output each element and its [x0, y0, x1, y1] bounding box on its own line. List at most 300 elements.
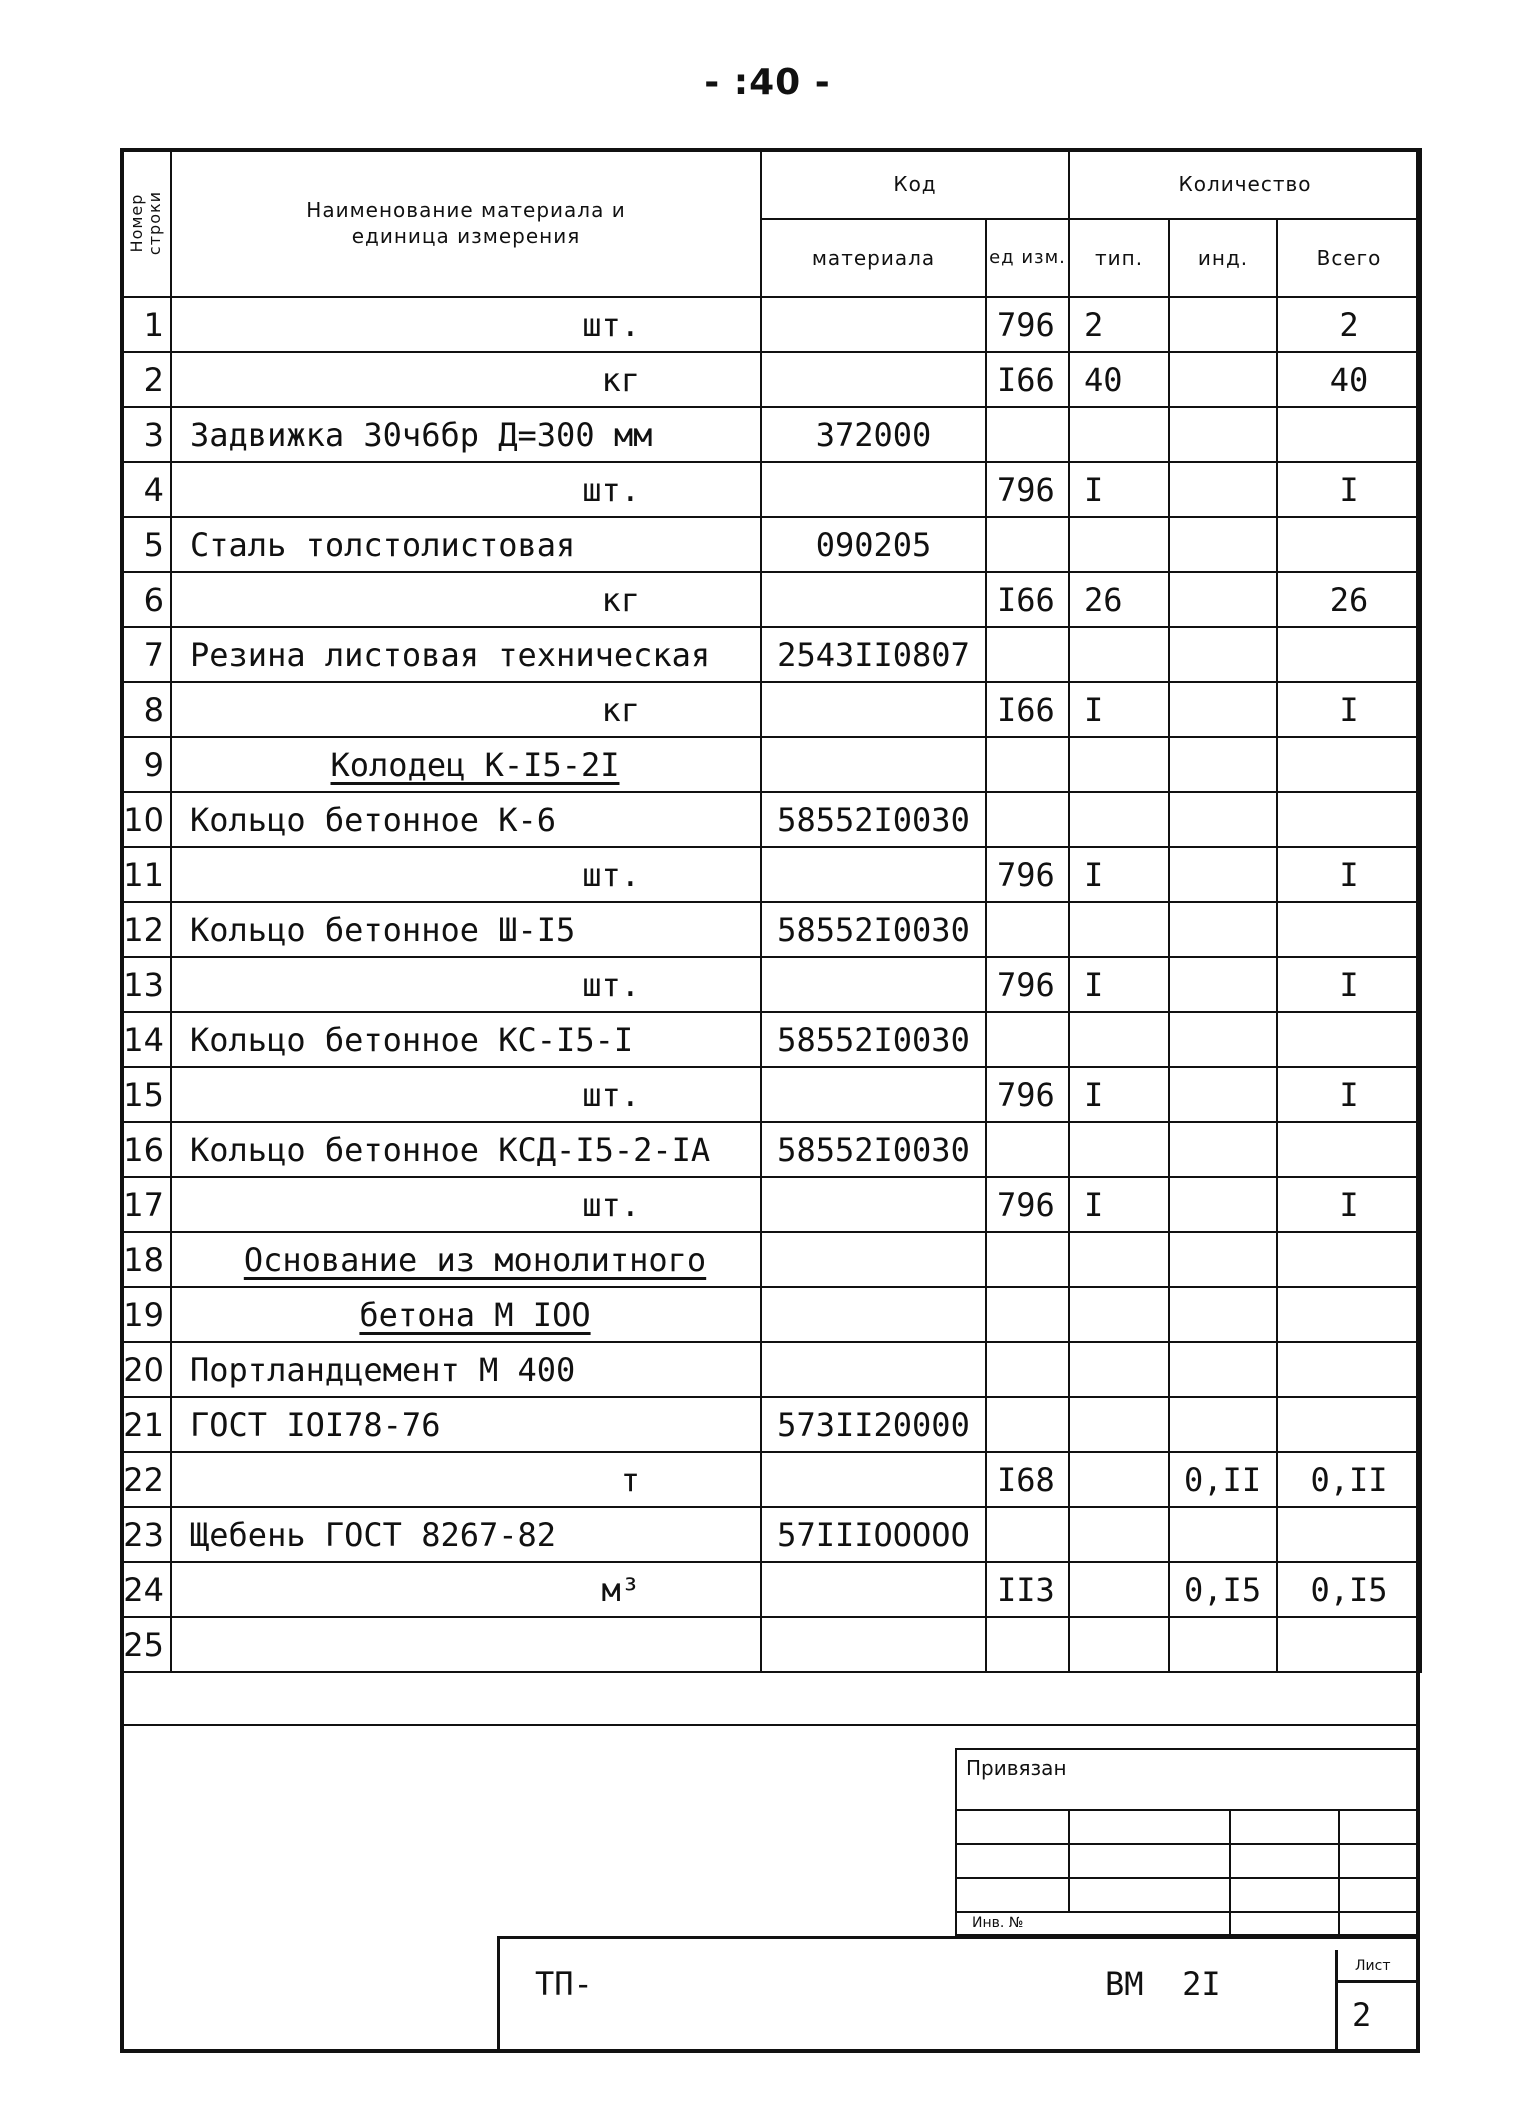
quantity-header: Количество	[1069, 149, 1421, 219]
material-code-cell	[761, 627, 986, 682]
unit-code: I66	[997, 360, 1055, 399]
qty-total: I	[1339, 1075, 1359, 1114]
material-name-cell	[171, 792, 761, 847]
material-code: 58552I0030	[777, 1020, 970, 1059]
material-code-cell	[761, 407, 986, 462]
material-name-cell	[171, 517, 761, 572]
qty-total-cell	[1277, 1067, 1421, 1122]
qty-total-cell	[1277, 792, 1421, 847]
material-code: 58552I0030	[777, 1130, 970, 1169]
qty-type-cell	[1069, 1507, 1169, 1562]
qty-total-cell	[1277, 407, 1421, 462]
row-number-cell	[121, 1507, 171, 1562]
stamp-grid-line-1	[955, 1809, 1420, 1811]
row-number-cell	[121, 572, 171, 627]
material-name-cell	[171, 902, 761, 957]
qty-type-cell	[1069, 1067, 1169, 1122]
material-code-cell	[761, 1617, 986, 1672]
qty-ind-cell	[1169, 1232, 1277, 1287]
table-row	[121, 957, 1421, 1012]
material-name: м³	[601, 1570, 640, 1609]
row-number-cell	[121, 1397, 171, 1452]
material-name-cell	[171, 297, 761, 352]
unit-code-cell	[986, 792, 1069, 847]
material-name: шт.	[582, 1075, 640, 1114]
row-number-cell	[121, 792, 171, 847]
material-code-cell	[761, 297, 986, 352]
row-number-cell	[121, 517, 171, 572]
name-header	[171, 149, 761, 297]
row-number-cell	[121, 1177, 171, 1232]
material-code-cell	[761, 957, 986, 1012]
qty-ind-cell	[1169, 1177, 1277, 1232]
material-name-cell	[171, 682, 761, 737]
row-number: 6	[143, 580, 164, 619]
material-name: кг	[601, 690, 640, 729]
qty-type-cell	[1069, 407, 1169, 462]
qty-type-cell	[1069, 957, 1169, 1012]
unit-code-cell	[986, 902, 1069, 957]
material-name: ГОСТ IOI78-76	[190, 1405, 441, 1444]
qty-type: 40	[1084, 360, 1123, 399]
row-number-header	[121, 149, 171, 297]
qty-type-cell	[1069, 847, 1169, 902]
row-number-cell	[121, 407, 171, 462]
qty-type-cell	[1069, 627, 1169, 682]
qty-total-cell	[1277, 1397, 1421, 1452]
qty-ind-cell	[1169, 517, 1277, 572]
qty-type-cell	[1069, 1012, 1169, 1067]
row-number: 13	[123, 965, 164, 1004]
unit-code-cell	[986, 407, 1069, 462]
unit-code: 796	[997, 855, 1055, 894]
row-number: 3	[143, 415, 164, 454]
qty-total-cell	[1277, 1122, 1421, 1177]
qty-ind-cell	[1169, 1617, 1277, 1672]
qty-ind-cell	[1169, 847, 1277, 902]
qty-ind-cell	[1169, 792, 1277, 847]
material-name: Резина листовая техническая	[190, 635, 711, 674]
table-row	[121, 517, 1421, 572]
table-row	[121, 1122, 1421, 1177]
qty-type-cell	[1069, 1342, 1169, 1397]
sheet-cell-divider	[1335, 1950, 1338, 2053]
qty-total: 2	[1339, 305, 1359, 344]
inventory-label: Инв. №	[972, 1915, 1024, 1931]
qty-total-cell	[1277, 627, 1421, 682]
row-number: 12	[123, 910, 164, 949]
table-row	[121, 737, 1421, 792]
qty-type-cell	[1069, 792, 1169, 847]
material-name: Кольцо бетонное КСД-I5-2-IА	[190, 1130, 711, 1169]
qty-total-cell	[1277, 1012, 1421, 1067]
sheet-number: 2	[1352, 1996, 1372, 2034]
row-number-header-label: Номер строки	[127, 190, 164, 256]
qty-total-cell	[1277, 462, 1421, 517]
qty-total-cell	[1277, 902, 1421, 957]
stamp-grid-line-4	[955, 1911, 1420, 1913]
material-code-cell	[761, 1177, 986, 1232]
material-name-cell	[171, 1177, 761, 1232]
material-code-cell	[761, 1507, 986, 1562]
unit-code: 796	[997, 305, 1055, 344]
table-body	[121, 297, 1421, 1672]
table-row	[121, 627, 1421, 682]
row-number: 7	[143, 635, 164, 674]
qty-total-cell	[1277, 847, 1421, 902]
row-number: 19	[123, 1295, 164, 1334]
row-number-cell	[121, 1617, 171, 1672]
qty-type-cell	[1069, 1232, 1169, 1287]
row-number: 11	[123, 855, 164, 894]
row-number-cell	[121, 682, 171, 737]
row-number: 21	[123, 1405, 164, 1444]
material-name: шт.	[582, 965, 640, 1004]
qty-total-header: Всего	[1277, 219, 1421, 297]
material-name-cell	[171, 627, 761, 682]
material-name: Основание из монолитного	[243, 1240, 707, 1279]
row-number: 1	[143, 305, 164, 344]
material-code-cell	[761, 1397, 986, 1452]
material-name-cell	[171, 1342, 761, 1397]
qty-type-cell	[1069, 1287, 1169, 1342]
qty-ind-cell	[1169, 462, 1277, 517]
material-name: шт.	[582, 305, 640, 344]
qty-type: I	[1084, 470, 1104, 509]
unit-code-cell	[986, 1452, 1069, 1507]
bound-label: Привязан	[966, 1756, 1067, 1780]
material-name: Кольцо бетонное КС-I5-I	[190, 1020, 634, 1059]
stamp-grid-line-3	[955, 1877, 1420, 1879]
qty-total-cell	[1277, 1562, 1421, 1617]
material-code-cell	[761, 1452, 986, 1507]
material-name-cell	[171, 352, 761, 407]
qty-total: 40	[1329, 360, 1369, 399]
page-number: - :40 -	[704, 62, 831, 103]
qty-type-cell	[1069, 1397, 1169, 1452]
row-number: 8	[143, 690, 164, 729]
qty-total: I	[1339, 855, 1359, 894]
sheet-label: Лист	[1355, 1958, 1391, 1974]
row-number-cell	[121, 1287, 171, 1342]
material-name-cell	[171, 1122, 761, 1177]
material-name: Колодец К-I5-2I	[330, 745, 620, 784]
material-name-cell	[171, 1012, 761, 1067]
unit-code-cell	[986, 682, 1069, 737]
material-code-cell	[761, 737, 986, 792]
qty-total-cell	[1277, 352, 1421, 407]
unit-code-cell	[986, 297, 1069, 352]
qty-type-cell	[1069, 1617, 1169, 1672]
material-code-cell	[761, 1067, 986, 1122]
material-name: Сталь толстолистовая	[190, 525, 576, 564]
materials-table	[120, 148, 1422, 1673]
qty-ind-cell	[1169, 572, 1277, 627]
material-name-cell	[171, 1067, 761, 1122]
row-number-cell	[121, 1122, 171, 1177]
material-name: Щебень ГОСТ 8267-82	[190, 1515, 557, 1554]
unit-code-cell	[986, 352, 1069, 407]
row-number: 23	[123, 1515, 164, 1554]
material-code-cell	[761, 682, 986, 737]
material-name-cell	[171, 1562, 761, 1617]
material-name-cell	[171, 1397, 761, 1452]
table-row	[121, 1287, 1421, 1342]
row-number-cell	[121, 957, 171, 1012]
qty-ind: 0,I5	[1184, 1570, 1262, 1609]
material-code-cell	[761, 352, 986, 407]
unit-code: 796	[997, 965, 1055, 1004]
qty-ind-cell	[1169, 1507, 1277, 1562]
code-material-header: материала	[761, 219, 986, 297]
qty-ind-cell	[1169, 957, 1277, 1012]
material-name: шт.	[582, 855, 640, 894]
code-header: Код	[761, 149, 1069, 219]
material-code-cell	[761, 462, 986, 517]
qty-type-cell	[1069, 1562, 1169, 1617]
material-code-cell	[761, 902, 986, 957]
material-code: 57IIIOOOOO	[777, 1515, 970, 1554]
material-name-cell	[171, 957, 761, 1012]
table-row	[121, 297, 1421, 352]
unit-code-cell	[986, 1507, 1069, 1562]
qty-ind-cell	[1169, 737, 1277, 792]
row-number: 16	[123, 1130, 164, 1169]
qty-total-cell	[1277, 1287, 1421, 1342]
unit-code-cell	[986, 957, 1069, 1012]
material-code-cell	[761, 1342, 986, 1397]
qty-total-cell	[1277, 737, 1421, 792]
unit-code-cell	[986, 1562, 1069, 1617]
material-code: 58552I0030	[777, 800, 970, 839]
row-number-cell	[121, 627, 171, 682]
qty-type-cell	[1069, 682, 1169, 737]
qty-type-cell	[1069, 1122, 1169, 1177]
unit-code: 796	[997, 1075, 1055, 1114]
row-number: 5	[143, 525, 164, 564]
table-row	[121, 847, 1421, 902]
table-row	[121, 1067, 1421, 1122]
unit-code-cell	[986, 572, 1069, 627]
row-number: 24	[123, 1570, 164, 1609]
qty-type: I	[1084, 690, 1104, 729]
table-row	[121, 407, 1421, 462]
unit-code: I68	[997, 1460, 1055, 1499]
qty-total: 0,II	[1310, 1460, 1388, 1499]
qty-total: 26	[1329, 580, 1369, 619]
name-header-label: Наименование материала и единица измерения	[306, 198, 626, 248]
material-name: Кольцо бетонное К-6	[190, 800, 557, 839]
unit-code-cell	[986, 1012, 1069, 1067]
sheet-label-divider	[1335, 1980, 1420, 1983]
row-number-cell	[121, 297, 171, 352]
material-code-cell	[761, 1012, 986, 1067]
row-number: 15	[123, 1075, 164, 1114]
unit-code: 796	[997, 1185, 1055, 1224]
qty-type-cell	[1069, 297, 1169, 352]
unit-code: 796	[997, 470, 1055, 509]
material-code-cell	[761, 1287, 986, 1342]
material-name: шт.	[582, 1185, 640, 1224]
qty-type: I	[1084, 1185, 1104, 1224]
row-number: 2	[143, 360, 164, 399]
material-name-cell	[171, 737, 761, 792]
table-row	[121, 462, 1421, 517]
unit-code-cell	[986, 1122, 1069, 1177]
qty-type-cell	[1069, 737, 1169, 792]
unit-code: I66	[997, 580, 1055, 619]
material-code: 2543II0807	[777, 635, 970, 674]
qty-total: 0,I5	[1310, 1570, 1388, 1609]
row-number: 9	[143, 745, 164, 784]
material-name-cell	[171, 1507, 761, 1562]
material-code-cell	[761, 792, 986, 847]
qty-type-cell	[1069, 572, 1169, 627]
table-row	[121, 1342, 1421, 1397]
material-name: шт.	[582, 470, 640, 509]
table-row	[121, 1617, 1421, 1672]
qty-type-cell	[1069, 462, 1169, 517]
qty-ind-header: инд.	[1169, 219, 1277, 297]
qty-total-cell	[1277, 1342, 1421, 1397]
qty-type: I	[1084, 855, 1104, 894]
qty-ind-cell	[1169, 1122, 1277, 1177]
unit-code-cell	[986, 1397, 1069, 1452]
table-row	[121, 1397, 1421, 1452]
unit-code: I66	[997, 690, 1055, 729]
qty-type-cell	[1069, 1452, 1169, 1507]
material-code-cell	[761, 847, 986, 902]
unit-code-cell	[986, 847, 1069, 902]
qty-ind: 0,II	[1184, 1460, 1262, 1499]
row-number: 14	[123, 1020, 164, 1059]
qty-ind-cell	[1169, 407, 1277, 462]
material-name: т	[620, 1460, 640, 1499]
row-number-cell	[121, 352, 171, 407]
stamp-top-line	[120, 1724, 1420, 1726]
material-code: 090205	[815, 525, 932, 564]
row-number-cell	[121, 1452, 171, 1507]
unit-code-cell	[986, 737, 1069, 792]
material-name: кг	[601, 580, 640, 619]
qty-type: 2	[1084, 305, 1104, 344]
table-row	[121, 1232, 1421, 1287]
unit-code-cell	[986, 1232, 1069, 1287]
material-name-cell	[171, 1617, 761, 1672]
row-number-cell	[121, 1067, 171, 1122]
qty-ind-cell	[1169, 352, 1277, 407]
qty-total-cell	[1277, 517, 1421, 572]
qty-total: I	[1339, 965, 1359, 1004]
qty-total-cell	[1277, 1232, 1421, 1287]
unit-code-cell	[986, 462, 1069, 517]
qty-ind-cell	[1169, 902, 1277, 957]
row-number-cell	[121, 1012, 171, 1067]
qty-ind-cell	[1169, 1397, 1277, 1452]
material-name-cell	[171, 847, 761, 902]
row-number-cell	[121, 847, 171, 902]
stamp-grid-vline-2	[1229, 1809, 1231, 1936]
qty-type-cell	[1069, 1177, 1169, 1232]
row-number: 18	[123, 1240, 164, 1279]
unit-code-cell	[986, 627, 1069, 682]
material-code-cell	[761, 1232, 986, 1287]
document-code-left: ТП-	[535, 1965, 593, 2003]
qty-ind-cell	[1169, 1452, 1277, 1507]
code-unit-header: ед изм.	[986, 219, 1069, 297]
row-number: 4	[143, 470, 164, 509]
material-code: 573II20000	[777, 1405, 970, 1444]
material-name: кг	[601, 360, 640, 399]
unit-code-cell	[986, 1617, 1069, 1672]
material-name-cell	[171, 1287, 761, 1342]
qty-total-cell	[1277, 957, 1421, 1012]
table-row	[121, 792, 1421, 847]
stamp-grid-line-2	[955, 1843, 1420, 1845]
qty-ind-cell	[1169, 627, 1277, 682]
row-number: 10	[123, 800, 164, 839]
row-number-cell	[121, 737, 171, 792]
row-number-cell	[121, 1342, 171, 1397]
material-name-cell	[171, 572, 761, 627]
qty-ind-cell	[1169, 1562, 1277, 1617]
material-code-cell	[761, 572, 986, 627]
material-name: бетона М IОО	[359, 1295, 591, 1334]
qty-ind-cell	[1169, 1342, 1277, 1397]
qty-total-cell	[1277, 1177, 1421, 1232]
qty-type-cell	[1069, 352, 1169, 407]
qty-type: 26	[1084, 580, 1123, 619]
material-code: 372000	[815, 415, 932, 454]
table-row	[121, 572, 1421, 627]
unit-code-cell	[986, 1177, 1069, 1232]
unit-code-cell	[986, 1287, 1069, 1342]
qty-total-cell	[1277, 297, 1421, 352]
material-code-cell	[761, 1122, 986, 1177]
material-code-cell	[761, 517, 986, 572]
unit-code-cell	[986, 1342, 1069, 1397]
row-number-cell	[121, 1562, 171, 1617]
table-row	[121, 352, 1421, 407]
qty-total-cell	[1277, 1617, 1421, 1672]
material-name-cell	[171, 407, 761, 462]
material-name: Задвижка 30ч6бр Д=300 мм	[190, 415, 653, 454]
stamp-grid-vline-3	[1338, 1809, 1340, 1936]
qty-type-cell	[1069, 902, 1169, 957]
qty-type: I	[1084, 965, 1104, 1004]
row-number: 20	[123, 1350, 164, 1389]
qty-total: I	[1339, 470, 1359, 509]
qty-total-cell	[1277, 1452, 1421, 1507]
qty-ind-cell	[1169, 682, 1277, 737]
table-row	[121, 682, 1421, 737]
row-number-cell	[121, 1232, 171, 1287]
qty-total: I	[1339, 1185, 1359, 1224]
unit-code-cell	[986, 517, 1069, 572]
qty-ind-cell	[1169, 1067, 1277, 1122]
table-row	[121, 1012, 1421, 1067]
material-name-cell	[171, 462, 761, 517]
qty-type-cell	[1069, 517, 1169, 572]
material-name: Портландцемент М 400	[190, 1350, 576, 1389]
row-number: 17	[123, 1185, 164, 1224]
table-row	[121, 1452, 1421, 1507]
stamp-main-block	[497, 1936, 1420, 2053]
row-number-cell	[121, 462, 171, 517]
row-number: 25	[123, 1625, 164, 1664]
table-row	[121, 902, 1421, 957]
row-number-cell	[121, 902, 171, 957]
